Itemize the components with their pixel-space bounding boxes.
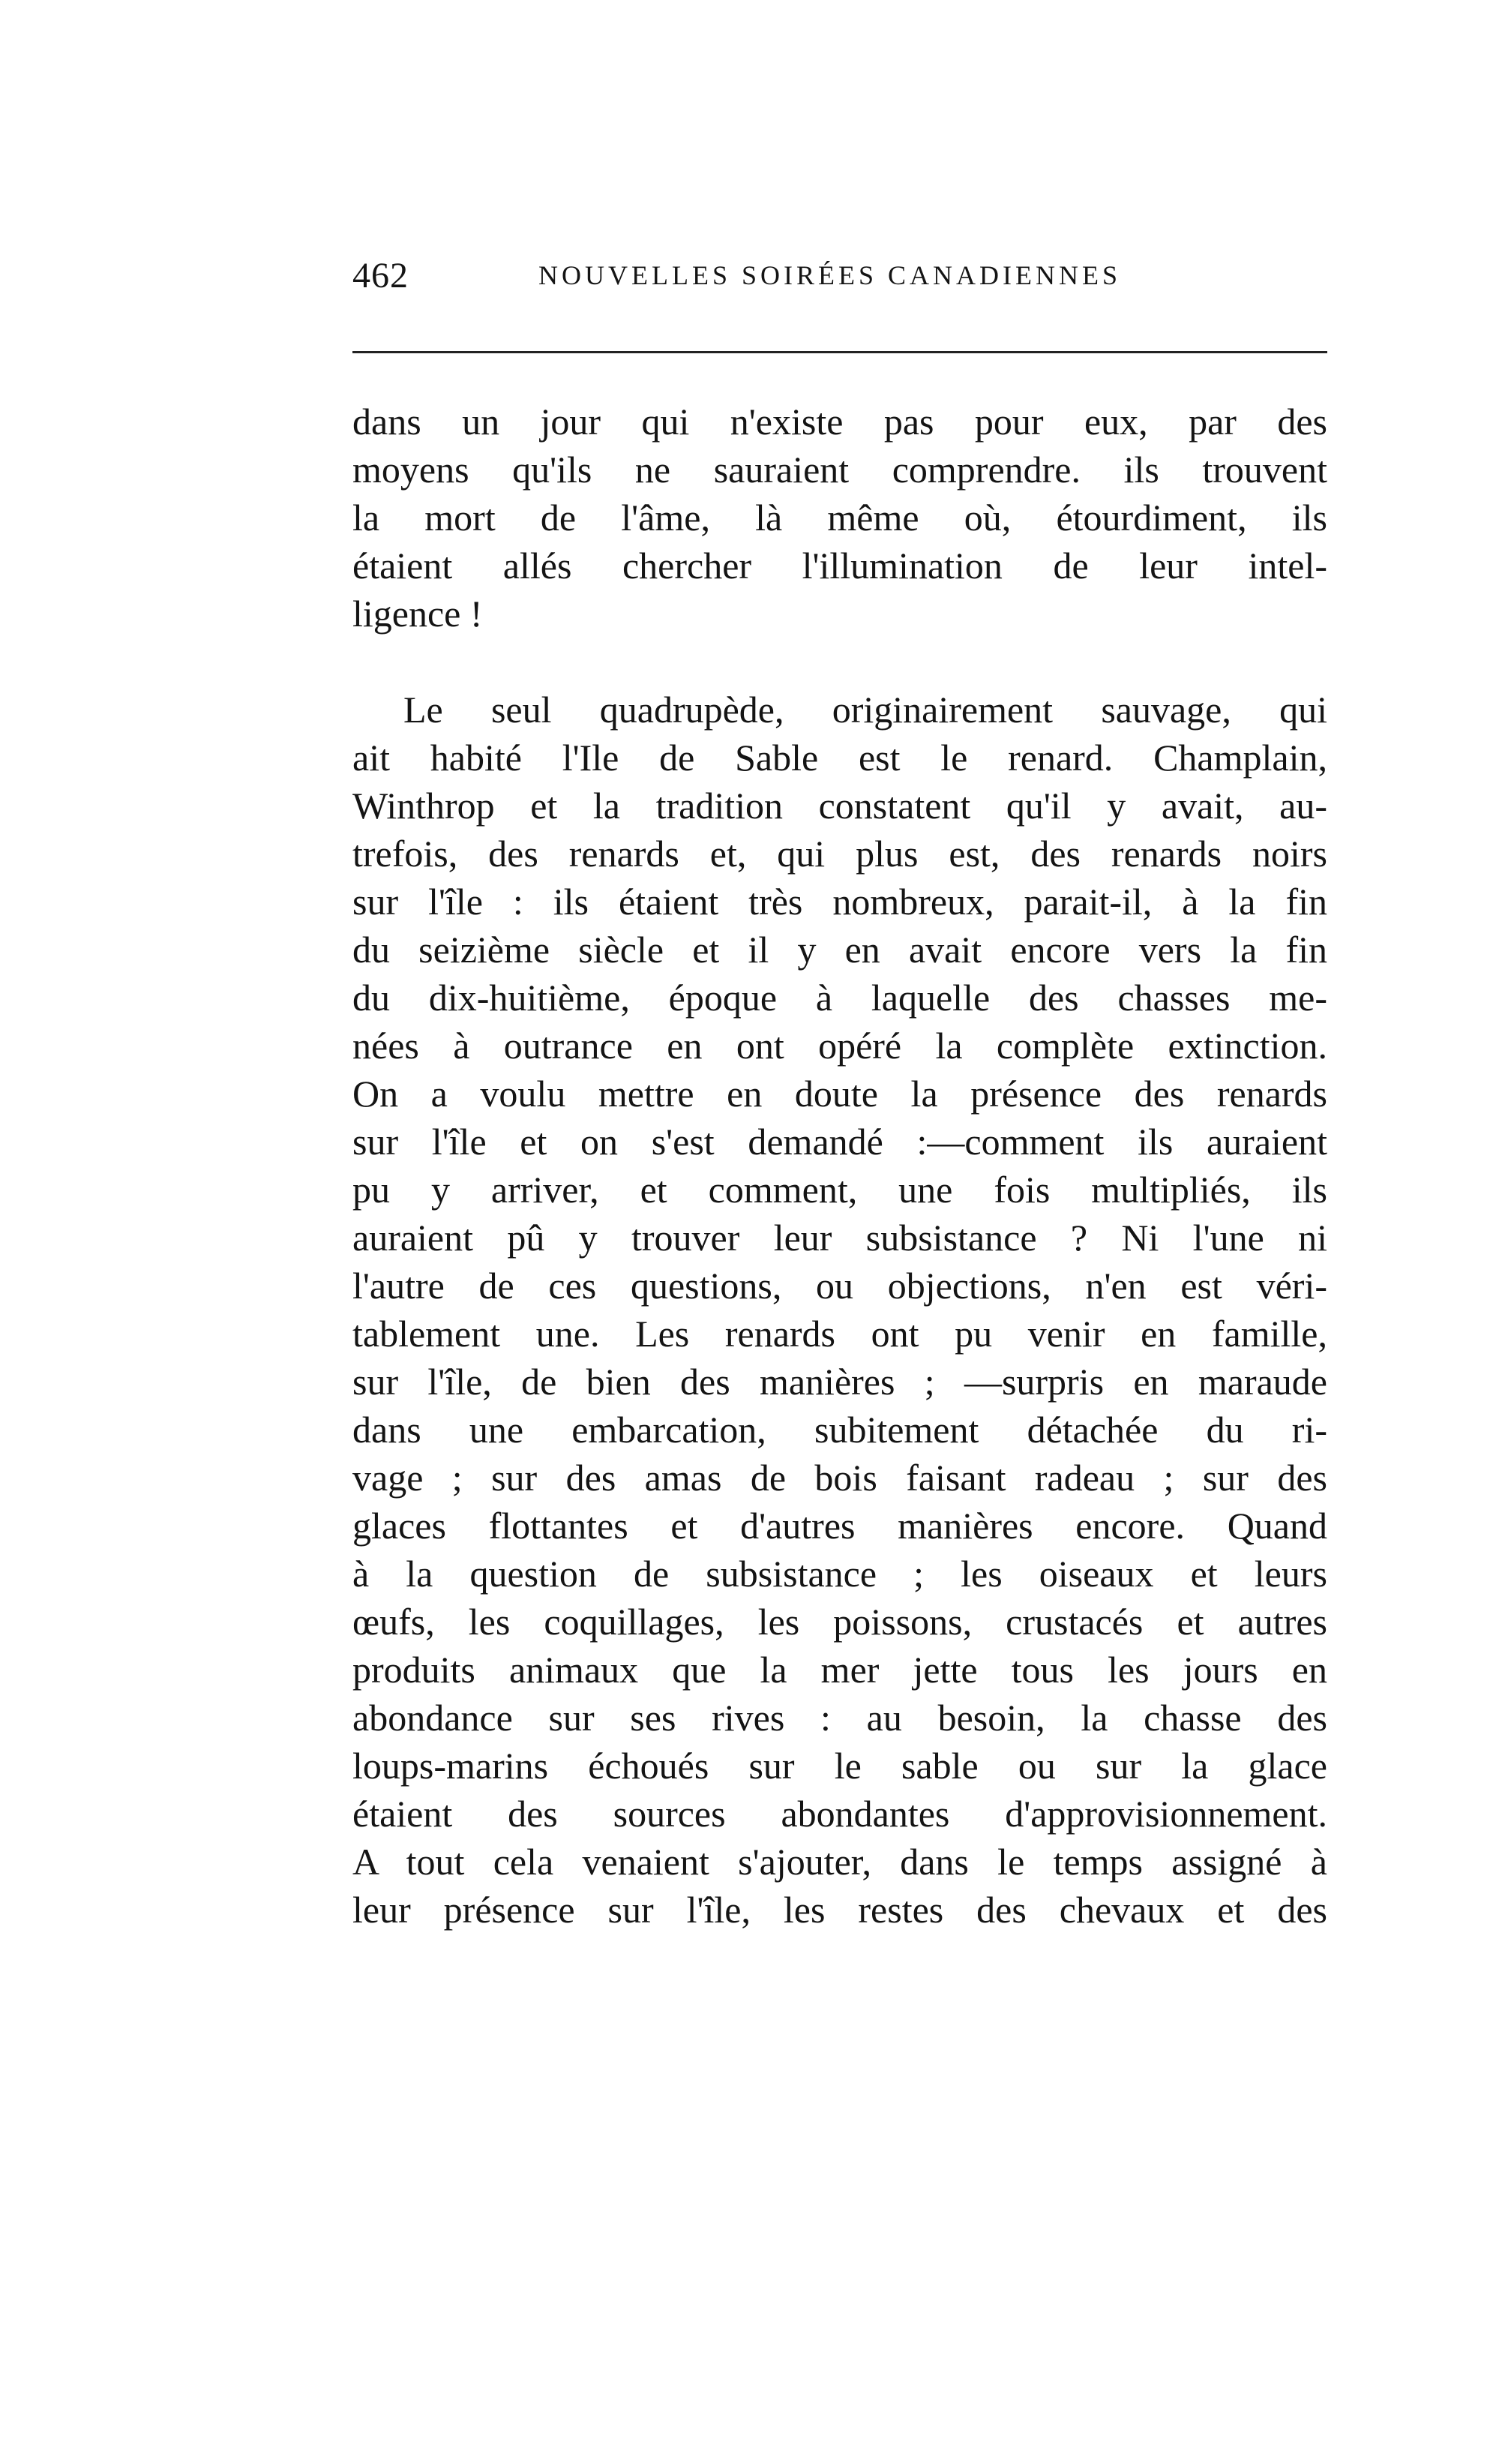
text-line: sur l'île et on s'est demandé :—comment ils auraient [352, 1121, 1327, 1163]
text-line: dans un jour qui n'existe pas pour eux, par des [352, 401, 1327, 443]
text-line: vage ; sur des amas de bois faisant radeau ; sur des [352, 1457, 1327, 1499]
text-line: sur l'île, de bien des manières ; —surpris en maraude [352, 1361, 1327, 1403]
text-line: pu y arriver, et comment, une fois multipliés, ils [352, 1169, 1327, 1211]
text-line: du dix-huitième, époque à laquelle des chasses me- [352, 977, 1327, 1019]
paragraph [352, 686, 1327, 1934]
text-line: tablement une. Les renards ont pu venir en famille, [352, 1313, 1327, 1355]
running-title: NOUVELLES SOIRÉES CANADIENNES [538, 260, 1121, 290]
text-line: étaient allés chercher l'illumination de leur intel- [352, 545, 1327, 587]
text-line: sur l'île : ils étaient très nombreux, parait-il, à la fin [352, 881, 1327, 923]
text-line: à la question de subsistance ; les oiseaux et leurs [352, 1553, 1327, 1595]
text-line: abondance sur ses rives : au besoin, la chasse des [352, 1697, 1327, 1739]
paragraph-gap [352, 638, 1327, 686]
page-header [352, 255, 1327, 315]
text-line: A tout cela venaient s'ajouter, dans le temps assigné à [352, 1841, 1327, 1883]
text-line: Winthrop et la tradition constatent qu'il y avait, au- [352, 785, 1327, 827]
text-line: produits animaux que la mer jette tous les jours en [352, 1649, 1327, 1691]
text-line: œufs, les coquillages, les poissons, crustacés et autres [352, 1601, 1327, 1643]
text-line: ait habité l'Ile de Sable est le renard. Champlain, [352, 737, 1327, 779]
text-line: la mort de l'âme, là même où, étourdiment, ils [352, 497, 1327, 539]
body-text [352, 398, 1327, 1934]
text-line: Le seul quadrupède, originairement sauvage, qui [403, 689, 1327, 731]
text-line: l'autre de ces questions, ou objections, n'en est véri- [352, 1265, 1327, 1307]
paragraph [352, 398, 1327, 638]
page-number: 462 [352, 256, 409, 296]
text-line: ligence ! [352, 593, 483, 635]
text-line: glaces flottantes et d'autres manières encore. Quand [352, 1505, 1327, 1547]
text-line: étaient des sources abondantes d'approvisionnement. [352, 1793, 1327, 1835]
text-line: leur présence sur l'île, les restes des chevaux et des [352, 1889, 1327, 1931]
text-line: moyens qu'ils ne sauraient comprendre. ils trouvent [352, 449, 1327, 491]
text-line: On a voulu mettre en doute la présence des renards [352, 1073, 1327, 1115]
header-rule [352, 351, 1327, 353]
text-line: dans une embarcation, subitement détachée du ri- [352, 1409, 1327, 1451]
text-line: trefois, des renards et, qui plus est, des renards noirs [352, 833, 1327, 875]
text-line: auraient pû y trouver leur subsistance ? Ni l'une ni [352, 1217, 1327, 1259]
text-line: du seizième siècle et il y en avait encore vers la fin [352, 929, 1327, 971]
text-line: loups-marins échoués sur le sable ou sur la glace [352, 1745, 1327, 1787]
text-line: nées à outrance en ont opéré la complète extinction. [352, 1025, 1327, 1067]
